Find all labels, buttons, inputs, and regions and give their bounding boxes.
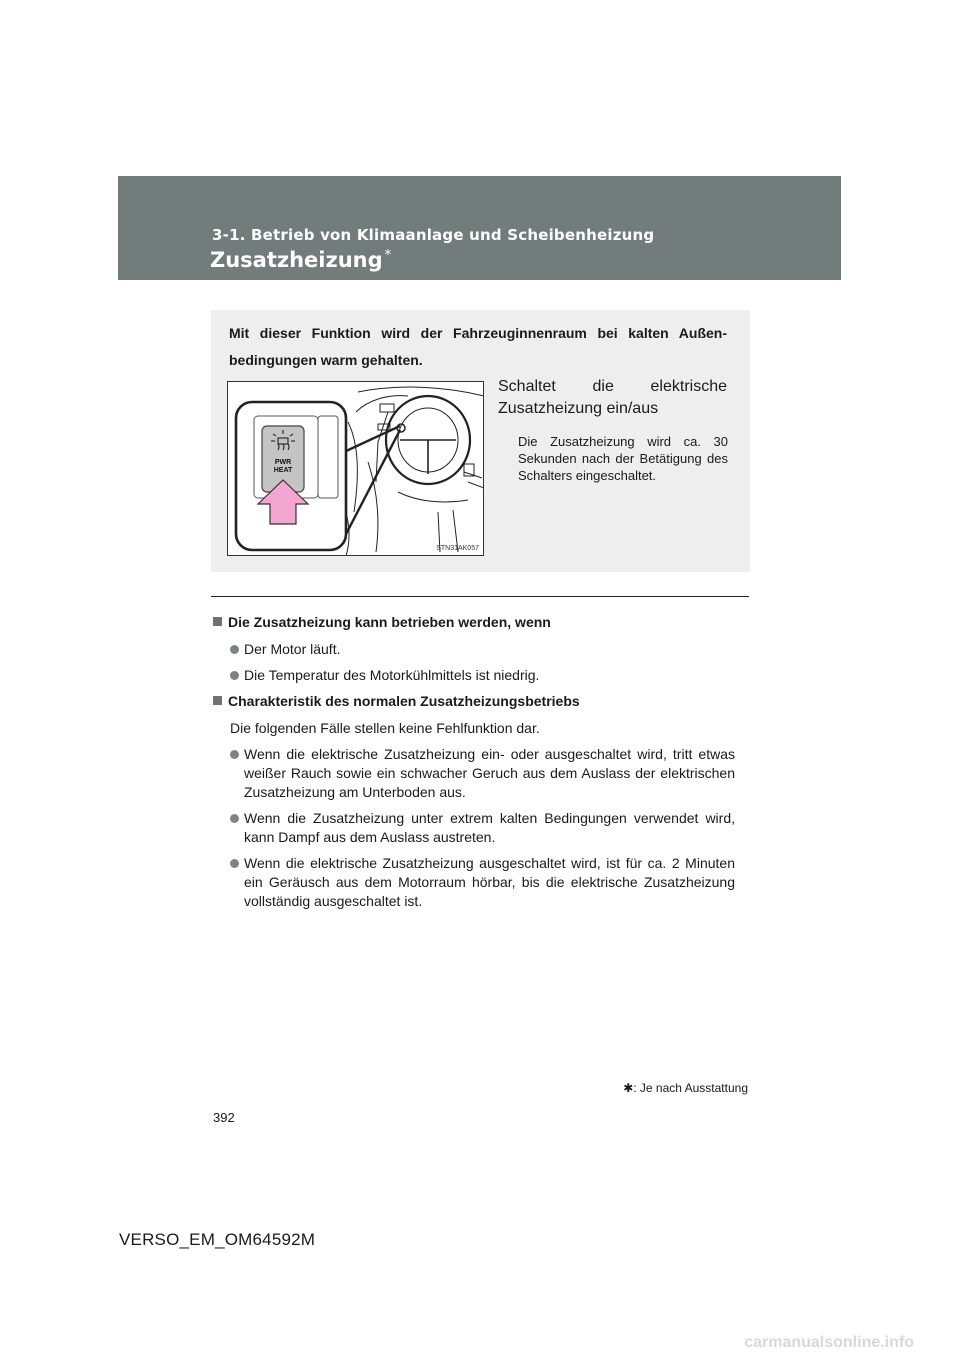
list-item-text: Wenn die elektrische Zusatzheizung ausgeschaltet wird, ist für ca. 2 Minuten ein Geräusch aus dem Motorraum hörbar, bis die elektrische Zusatzheizung vollständig ausgeschaltet ist. bbox=[244, 855, 735, 909]
page-number: 392 bbox=[213, 1110, 235, 1125]
list-item-text: Die Temperatur des Motorkühlmittels ist niedrig. bbox=[244, 667, 540, 683]
list-item bbox=[230, 854, 735, 911]
footnote-marker-icon: ✱ bbox=[623, 1081, 634, 1095]
list-item bbox=[230, 640, 735, 659]
round-bullet-icon bbox=[230, 814, 239, 823]
list-item-text: Wenn die Zusatzheizung unter extrem kalten Bedingungen verwendet wird, kann Dampf aus dem Auslass austreten. bbox=[244, 810, 735, 845]
button-label-pwr: PWR bbox=[274, 459, 292, 466]
round-bullet-icon bbox=[230, 645, 239, 654]
square-bullet-icon bbox=[213, 617, 222, 626]
dashboard-illustration bbox=[228, 382, 484, 556]
section-title: 3-1. Betrieb von Klimaanlage und Scheibenheizung bbox=[212, 226, 655, 244]
footnote-text: : Je nach Ausstattung bbox=[633, 1081, 748, 1095]
intro-text: Mit dieser Funktion wird der Fahrzeuginnenraum bei kalten Außen-bedingungen warm gehalten. bbox=[229, 325, 727, 368]
callout-title-line2: Zusatzheizung ein/aus bbox=[498, 400, 659, 417]
list-item bbox=[230, 809, 735, 847]
list-item-text: Wenn die elektrische Zusatzheizung ein- oder ausgeschaltet wird, tritt etwas weißer Rauch sowie ein schwacher Geruch aus dem Auslass der elektrischen Zusatzheizung am Unterboden aus. bbox=[244, 746, 735, 800]
callout-title-line1 bbox=[498, 376, 727, 398]
notes-heading bbox=[213, 613, 735, 632]
list-item bbox=[230, 745, 735, 802]
notes-heading bbox=[213, 692, 735, 711]
button-label-heat: HEAT bbox=[273, 467, 293, 474]
list-item-text: Der Motor läuft. bbox=[244, 641, 341, 657]
watermark: carmanualsonline.info bbox=[744, 1334, 914, 1351]
page-title-text: Zusatzheizung bbox=[210, 248, 383, 272]
round-bullet-icon bbox=[230, 671, 239, 680]
callout-description: Die Zusatzheizung wird ca. 30 Sekunden nach der Betätigung des Schalters eingeschaltet. bbox=[518, 434, 728, 483]
figure-code: STN31AK057 bbox=[436, 545, 479, 552]
notes-intro: Die folgenden Fälle stellen keine Fehlfunktion dar. bbox=[230, 720, 540, 736]
footnote bbox=[623, 1081, 748, 1095]
section-divider bbox=[211, 596, 749, 597]
notes bbox=[213, 613, 735, 918]
page-title bbox=[210, 248, 391, 272]
round-bullet-icon bbox=[230, 750, 239, 759]
notes-heading-text: Charakteristik des normalen Zusatzheizungsbetriebs bbox=[228, 693, 580, 709]
notes-heading-text: Die Zusatzheizung kann betrieben werden, wenn bbox=[228, 614, 551, 630]
document-code: VERSO_EM_OM64592M bbox=[119, 1230, 316, 1249]
title-asterisk: * bbox=[384, 248, 392, 263]
heater-switch-figure bbox=[227, 381, 484, 556]
square-bullet-icon bbox=[213, 696, 222, 705]
callout-word: elektrische bbox=[650, 378, 727, 395]
round-bullet-icon bbox=[230, 859, 239, 868]
list-item bbox=[230, 666, 735, 685]
callout-word: Schaltet bbox=[498, 378, 556, 395]
callout-word: die bbox=[592, 378, 614, 395]
callout-title bbox=[498, 376, 727, 420]
